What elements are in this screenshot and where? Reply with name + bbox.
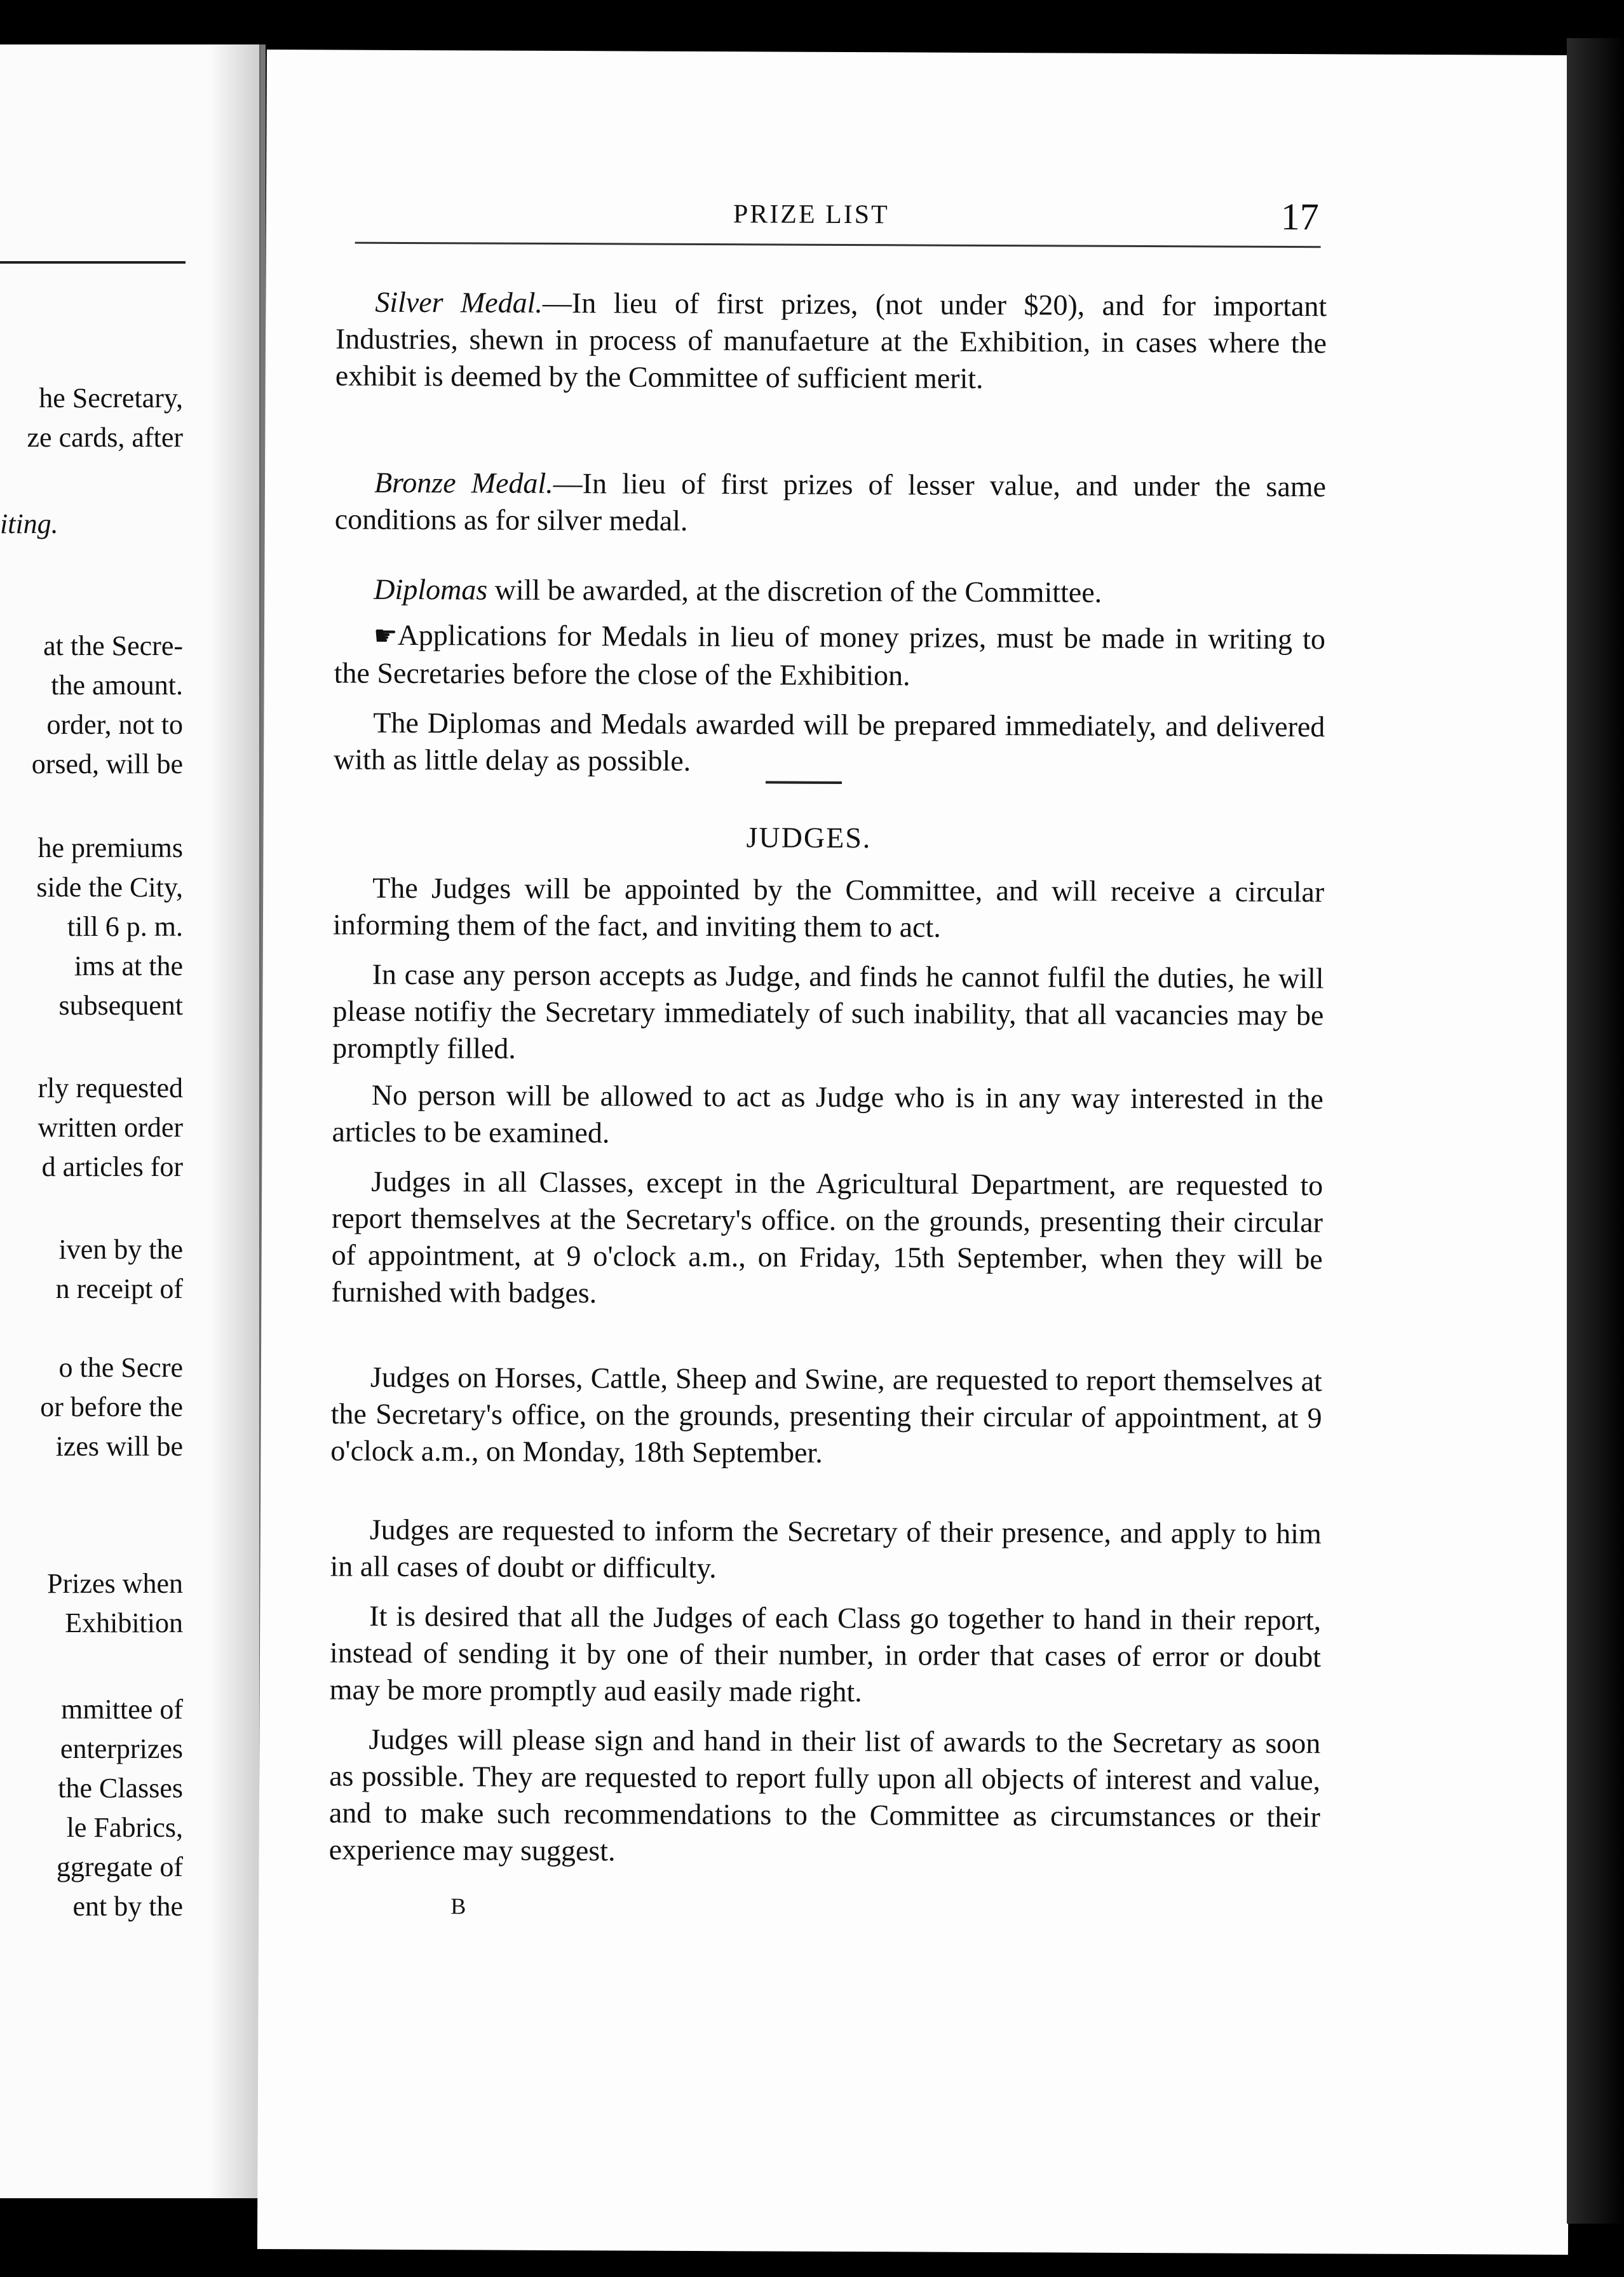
judges-paragraph-1: The Judges will be appointed by the Committee, and will receive a circular informing them of the fact, and inviting them to act.: [332, 871, 1325, 943]
left-page-line: written order: [37, 1112, 183, 1143]
diplomas-label: Diplomas: [374, 572, 488, 606]
right-page: [257, 50, 1578, 2255]
diplomas-text: will be awarded, at the discretion of the Committee.: [487, 573, 1102, 609]
signature-mark: B: [450, 1893, 466, 1919]
left-page-line: he Secretary,: [39, 382, 183, 414]
bronze-medal-label: Bronze Medal.: [374, 466, 553, 499]
left-page-line: enterprizes: [60, 1733, 183, 1764]
paragraph-diplomas-medals: [334, 704, 1325, 782]
page-number: 17: [1280, 195, 1320, 238]
left-page-line: o the Secre: [58, 1352, 183, 1383]
applications-text: Applications for Medals in lieu of money prizes, must be made in writing to the Secretaries before the close of the Exhibition.: [334, 618, 1326, 692]
left-page-line: izes will be: [55, 1431, 183, 1462]
diplomas-medals-text: The Diplomas and Medals awarded will be prepared immediately, and delivered with as little delay as possible.: [334, 706, 1325, 777]
left-page-line: d articles for: [41, 1151, 183, 1182]
left-page-line: the amount.: [51, 670, 183, 701]
paragraph-diplomas: [334, 571, 1325, 612]
left-page-line: at the Secre-: [43, 630, 183, 661]
left-page-line: side the City,: [36, 872, 183, 903]
silver-medal-label: Silver Medal.: [375, 285, 543, 319]
paragraph-bronze-medal: [335, 464, 1326, 542]
left-page-line: Exhibition: [65, 1607, 183, 1638]
left-page-line: le Fabrics,: [66, 1812, 183, 1843]
left-page-line: Prizes when: [47, 1568, 183, 1599]
right-edge-shadow: [1567, 38, 1624, 2224]
paragraph-silver-medal: [335, 283, 1327, 398]
judges-paragraph-4: Judges in all Classes, except in the Agricultural Department, are requested to report themselves at the Secretary's office. on the grounds, presenting their circular of appointment, at 9 o'clock a.m., on Friday, 15th September, when they will be furnished with badges.: [331, 1165, 1323, 1309]
left-page-line: mmittee of: [61, 1694, 183, 1725]
judges-paragraph-8: Judges will please sign and hand in their list of awards to the Secretary as soon as possible. They are requested to report fully upon all objects of interest and value, and to make such recommendations to the Committee as circumstances or their experience may suggest.: [328, 1722, 1321, 1867]
left-page-line: subsequent: [58, 990, 183, 1021]
left-page-line: rly requested: [37, 1072, 183, 1104]
left-page-line: iting.: [0, 508, 58, 539]
running-head: PRIZE LIST: [733, 199, 890, 230]
section-rule: [766, 781, 842, 784]
left-page-line: order, not to: [46, 709, 183, 740]
silver-medal-text: —In lieu of first prizes, (not under $20), and for important Industries, shewn in process of manufaeture at the Exhibition, in cases where the exhibit is deemed by the Committee of sufficient merit.: [335, 286, 1327, 395]
pointing-hand-icon: ☛: [373, 621, 398, 651]
judges-paragraph-7: It is desired that all the Judges of each Class go together to hand in their report, instead of sending it by one of their number, in order that cases of error or doubt may be more promptly aud easily made right.: [329, 1599, 1322, 1708]
left-page-line: ent by the: [72, 1891, 183, 1922]
bronze-medal-text: —In lieu of first prizes of lesser value, and under the same conditions as for silver medal.: [334, 466, 1327, 537]
judges-paragraph-6: Judges are requested to inform the Secretary of their presence, and apply to him in all cases of doubt or difficulty.: [330, 1513, 1322, 1584]
left-page-line: he premiums: [37, 832, 183, 863]
section-title-judges: JUDGES.: [746, 821, 872, 855]
judges-paragraph-5: Judges on Horses, Cattle, Sheep and Swine, are requested to report themselves at the Secretary's office, on the grounds, presenting their circular of appointment, at 9 o'clock a.m., on Monday, 18th September.: [330, 1360, 1322, 1469]
gutter-shadow: [210, 44, 261, 2198]
left-page-text: [0, 44, 191, 2198]
left-page-line: the Classes: [58, 1773, 183, 1804]
left-page-line: ggregate of: [56, 1851, 183, 1882]
paragraph-applications: [334, 616, 1326, 696]
head-rule: [355, 242, 1321, 248]
left-page-line: ims at the: [74, 950, 183, 982]
judges-paragraph-3: No person will be allowed to act as Judge who is in any way interested in the articles to be examined.: [332, 1078, 1323, 1149]
left-page-line: ze cards, after: [27, 422, 183, 453]
left-page-line: n receipt of: [55, 1273, 183, 1304]
left-page-line: till 6 p. m.: [67, 911, 183, 942]
left-page-line: orsed, will be: [31, 748, 183, 780]
judges-paragraph-2: In case any person accepts as Judge, and finds he cannot fulfil the duties, he will please notifiy the Secretary immediately of such inability, that all vacancies may be promptly filled.: [332, 957, 1324, 1065]
left-page-line: iven by the: [58, 1234, 183, 1265]
left-page-line: or before the: [40, 1391, 183, 1422]
